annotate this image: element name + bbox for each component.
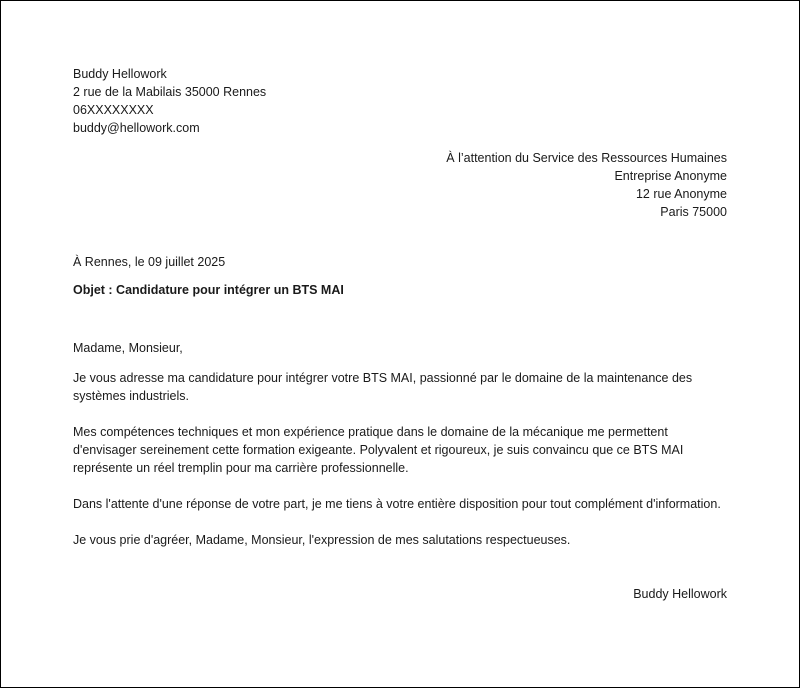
body-paragraph-intro: Je vous adresse ma candidature pour intégrer votre BTS MAI, passionné par le domaine de la maintenance des systèmes industriels. (73, 371, 693, 403)
recipient-attention: À l’attention du Service des Ressources Humaines (446, 151, 727, 165)
recipient-street: 12 rue Anonyme (635, 187, 727, 201)
recipient-block (73, 149, 727, 221)
sender-address: 2 rue de la Mabilais 35000 Rennes (73, 85, 267, 99)
recipient-company: Entreprise Anonyme (614, 169, 727, 183)
sender-phone: 06XXXXXXXX (73, 103, 154, 117)
recipient-city: Paris 75000 (660, 205, 727, 219)
subject-line: Objet : Candidature pour intégrer un BTS MAI (73, 283, 344, 297)
sender-email: buddy@hellowork.com (73, 121, 200, 135)
body-paragraph-skills: Mes compétences techniques et mon expérience pratique dans le domaine de la mécanique me permettent d'envisager sereinement cette formation exigeante. Polyvalent et rigoureux, je suis convaincu que ce BTS MAI représente un réel tremplin pour ma carrière professionnelle. (73, 425, 684, 475)
greeting: Madame, Monsieur, (73, 341, 183, 355)
body-paragraph-availability: Dans l'attente d'une réponse de votre part, je me tiens à votre entière disposition pour tout complément d'information. (73, 497, 721, 511)
signature: Buddy Hellowork (633, 587, 727, 601)
sender-block (73, 65, 727, 137)
sender-name: Buddy Hellowork (73, 67, 167, 81)
date-line: À Rennes, le 09 juillet 2025 (73, 255, 226, 269)
body-paragraph-closing: Je vous prie d'agréer, Madame, Monsieur, l'expression de mes salutations respectueuses. (73, 533, 571, 547)
